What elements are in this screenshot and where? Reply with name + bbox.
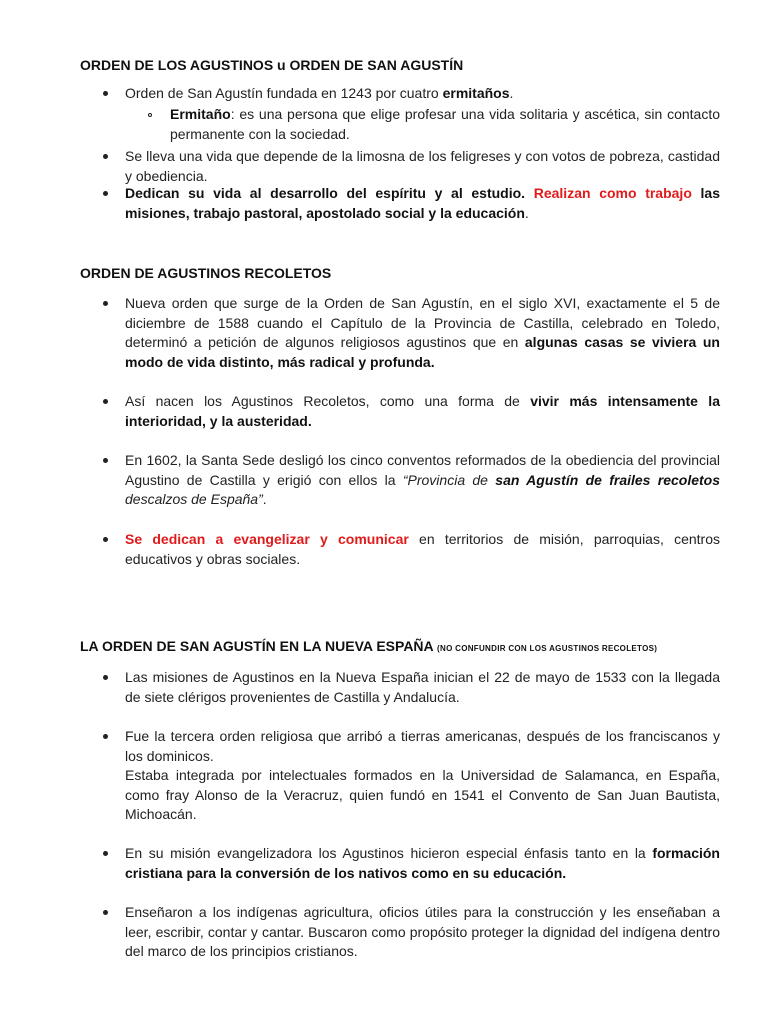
list-item-text: Se lleva una vida que depende de la limosna de los feligreses y con votos de pobreza, castidad y obediencia. [125,148,720,184]
list-item [103,294,720,372]
list-item [103,184,720,223]
list-item-text: Ermitaño: es una persona que elige profesar una vida solitaria y ascética, sin contacto permanente con la sociedad. [170,106,720,142]
bullet-icon [103,675,108,680]
list-item [103,844,720,883]
section-title-recoletos: ORDEN DE AGUSTINOS RECOLETOS [80,265,332,281]
bullet-icon [103,191,108,196]
circle-bullet-icon [148,113,152,117]
bullet-icon [103,910,108,915]
bullet-icon [103,851,108,856]
bullet-icon [103,734,108,739]
list-item-text: Dedican su vida al desarrollo del espíritu y al estudio. Realizan como trabajo las misiones, trabajo pastoral, apostolado social y la educación. [125,185,720,221]
section-title-agustinos: ORDEN DE LOS AGUSTINOS u ORDEN DE SAN AGUSTÍN [80,57,464,73]
list-item [103,903,720,962]
section-note: (NO CONFUNDIR CON LOS AGUSTINOS RECOLETOS) [437,644,658,653]
list-item-text: En su misión evangelizadora los Agustinos hicieron especial énfasis tanto en la formación cristiana para la conversión de los nativos como en su educación. [125,845,720,881]
section-title-nueva-espana: LA ORDEN DE SAN AGUSTÍN EN LA NUEVA ESPAÑA (NO CONFUNDIR CON LOS AGUSTINOS RECOLETOS) [80,638,658,654]
list-item [103,451,720,510]
list-item [103,668,720,707]
list-item-text: Enseñaron a los indígenas agricultura, oficios útiles para la construcción y les enseñaban a leer, escribir, contar y cantar. Buscaron como propósito proteger la dignidad del indígena dentro del marco de los principios cristianos. [125,904,720,959]
list-item [103,147,720,186]
list-item-text: Se dedican a evangelizar y comunicar en territorios de misión, parroquias, centros educativos y obras sociales. [125,531,721,567]
bullet-icon [103,537,108,542]
sub-list-item [148,105,720,144]
list-item-text: En 1602, la Santa Sede desligó los cinco conventos reformados de la obediencia del provincial Agustino de Castilla y erigió con ellos la “Provincia de san Agustín de frailes recoletos descalzos de España”. [125,452,721,507]
list-item-text: Así nacen los Agustinos Recoletos, como una forma de vivir más intensamente la interioridad, y la austeridad. [125,393,720,429]
list-item [103,84,720,104]
bullet-icon [103,301,108,306]
bullet-icon [103,91,108,96]
list-item [103,727,720,825]
bullet-icon [103,154,108,159]
list-item-text: Fue la tercera orden religiosa que arribó a tierras americanas, después de los franciscanos y los dominicos. Estaba integrada por intelectuales formados en la Universidad de Salamanca, en España, como fray Alonso de la Veracruz, quien fundó en 1541 el Convento de San Juan Bautista, Michoacán. [125,728,720,822]
list-item [103,392,720,431]
bullet-icon [103,399,108,404]
list-item-text: Orden de San Agustín fundada en 1243 por cuatro ermitaños. [125,85,514,101]
list-item-text: Nueva orden que surge de la Orden de San Agustín, en el siglo XVI, exactamente el 5 de diciembre de 1588 cuando el Capítulo de la Provincia de Castilla, celebrado en Toledo, determinó a petición de algunos religiosos agustinos que en algunas casas se viviera un modo de vida distinto, más radical y profunda. [125,295,720,370]
list-item-text: Las misiones de Agustinos en la Nueva España inician el 22 de mayo de 1533 con la llegada de siete clérigos provenientes de Castilla y Andalucía. [125,669,720,705]
list-item [103,530,720,569]
bullet-icon [103,458,108,463]
